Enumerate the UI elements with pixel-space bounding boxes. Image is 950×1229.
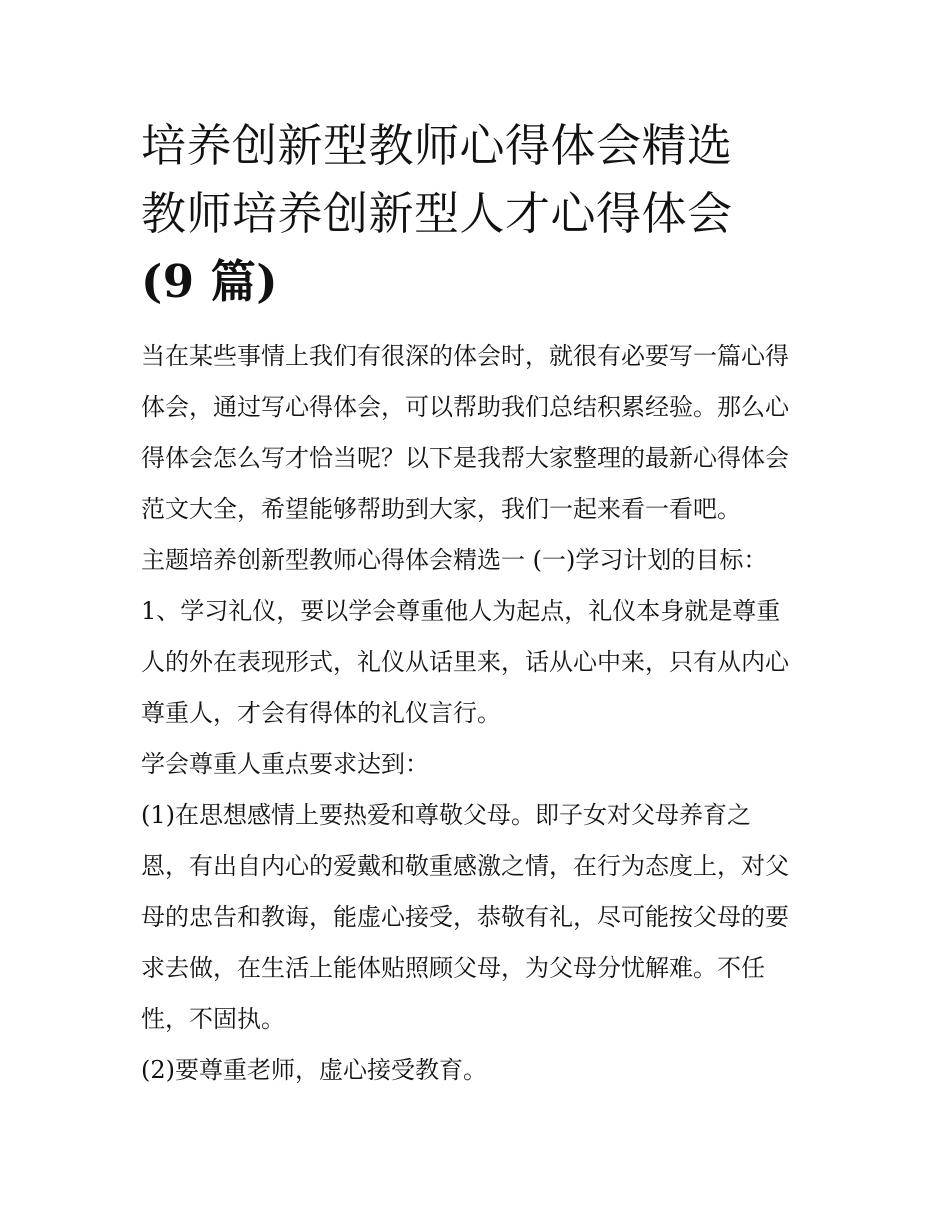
- text-line: 当在某些事情上我们有很深的体会时，就很有必要写一篇心得: [141, 342, 789, 370]
- paragraph-item-1: [141, 586, 813, 739]
- text-line: 求去做，在生活上能体贴照顾父母，为父母分忧解难。不任: [141, 954, 765, 982]
- text-line: 得体会怎么写才恰当呢？以下是我帮大家整理的最新心得体会: [141, 444, 789, 472]
- document-content: [141, 112, 813, 1096]
- title-line-1: 培养创新型教师心得体会精选: [141, 119, 733, 172]
- paragraph-requirements: [141, 739, 813, 790]
- text-line: 体会，通过写心得体会，可以帮助我们总结积累经验。那么心: [141, 393, 789, 421]
- text-line: 尊重人，才会有得体的礼仪言行。: [141, 699, 501, 727]
- paragraph-subitem-2: [141, 1045, 813, 1096]
- paragraph-subitem-1: [141, 790, 813, 1045]
- text-line: 母的忠告和教诲，能虚心接受，恭敬有礼，尽可能按父母的要: [141, 903, 789, 931]
- document-title: [141, 112, 813, 316]
- title-line-3: (9 篇): [141, 255, 279, 308]
- paragraph-section-heading: [141, 535, 813, 586]
- text-line: 主题培养创新型教师心得体会精选一 (一)学习计划的目标：: [141, 546, 768, 574]
- text-line: 恩，有出自内心的爱戴和敬重感激之情，在行为态度上，对父: [141, 852, 789, 880]
- text-line: 范文大全，希望能够帮助到大家，我们一起来看一看吧。: [141, 495, 741, 523]
- text-line: (2)要尊重老师，虚心接受教育。: [141, 1056, 487, 1084]
- title-line-2: 教师培养创新型人才心得体会: [141, 187, 733, 240]
- text-line: 性，不固执。: [141, 1005, 285, 1033]
- paragraph-intro: [141, 331, 813, 535]
- text-line: 人的外在表现形式，礼仪从话里来，话从心中来，只有从内心: [141, 648, 789, 676]
- text-line: 学会尊重人重点要求达到：: [141, 750, 429, 778]
- text-line: 1、学习礼仪，要以学会尊重他人为起点，礼仪本身就是尊重: [141, 597, 781, 625]
- text-line: (1)在思想感情上要热爱和尊敬父母。即子女对父母养育之: [141, 801, 751, 829]
- document-body: [141, 331, 813, 1096]
